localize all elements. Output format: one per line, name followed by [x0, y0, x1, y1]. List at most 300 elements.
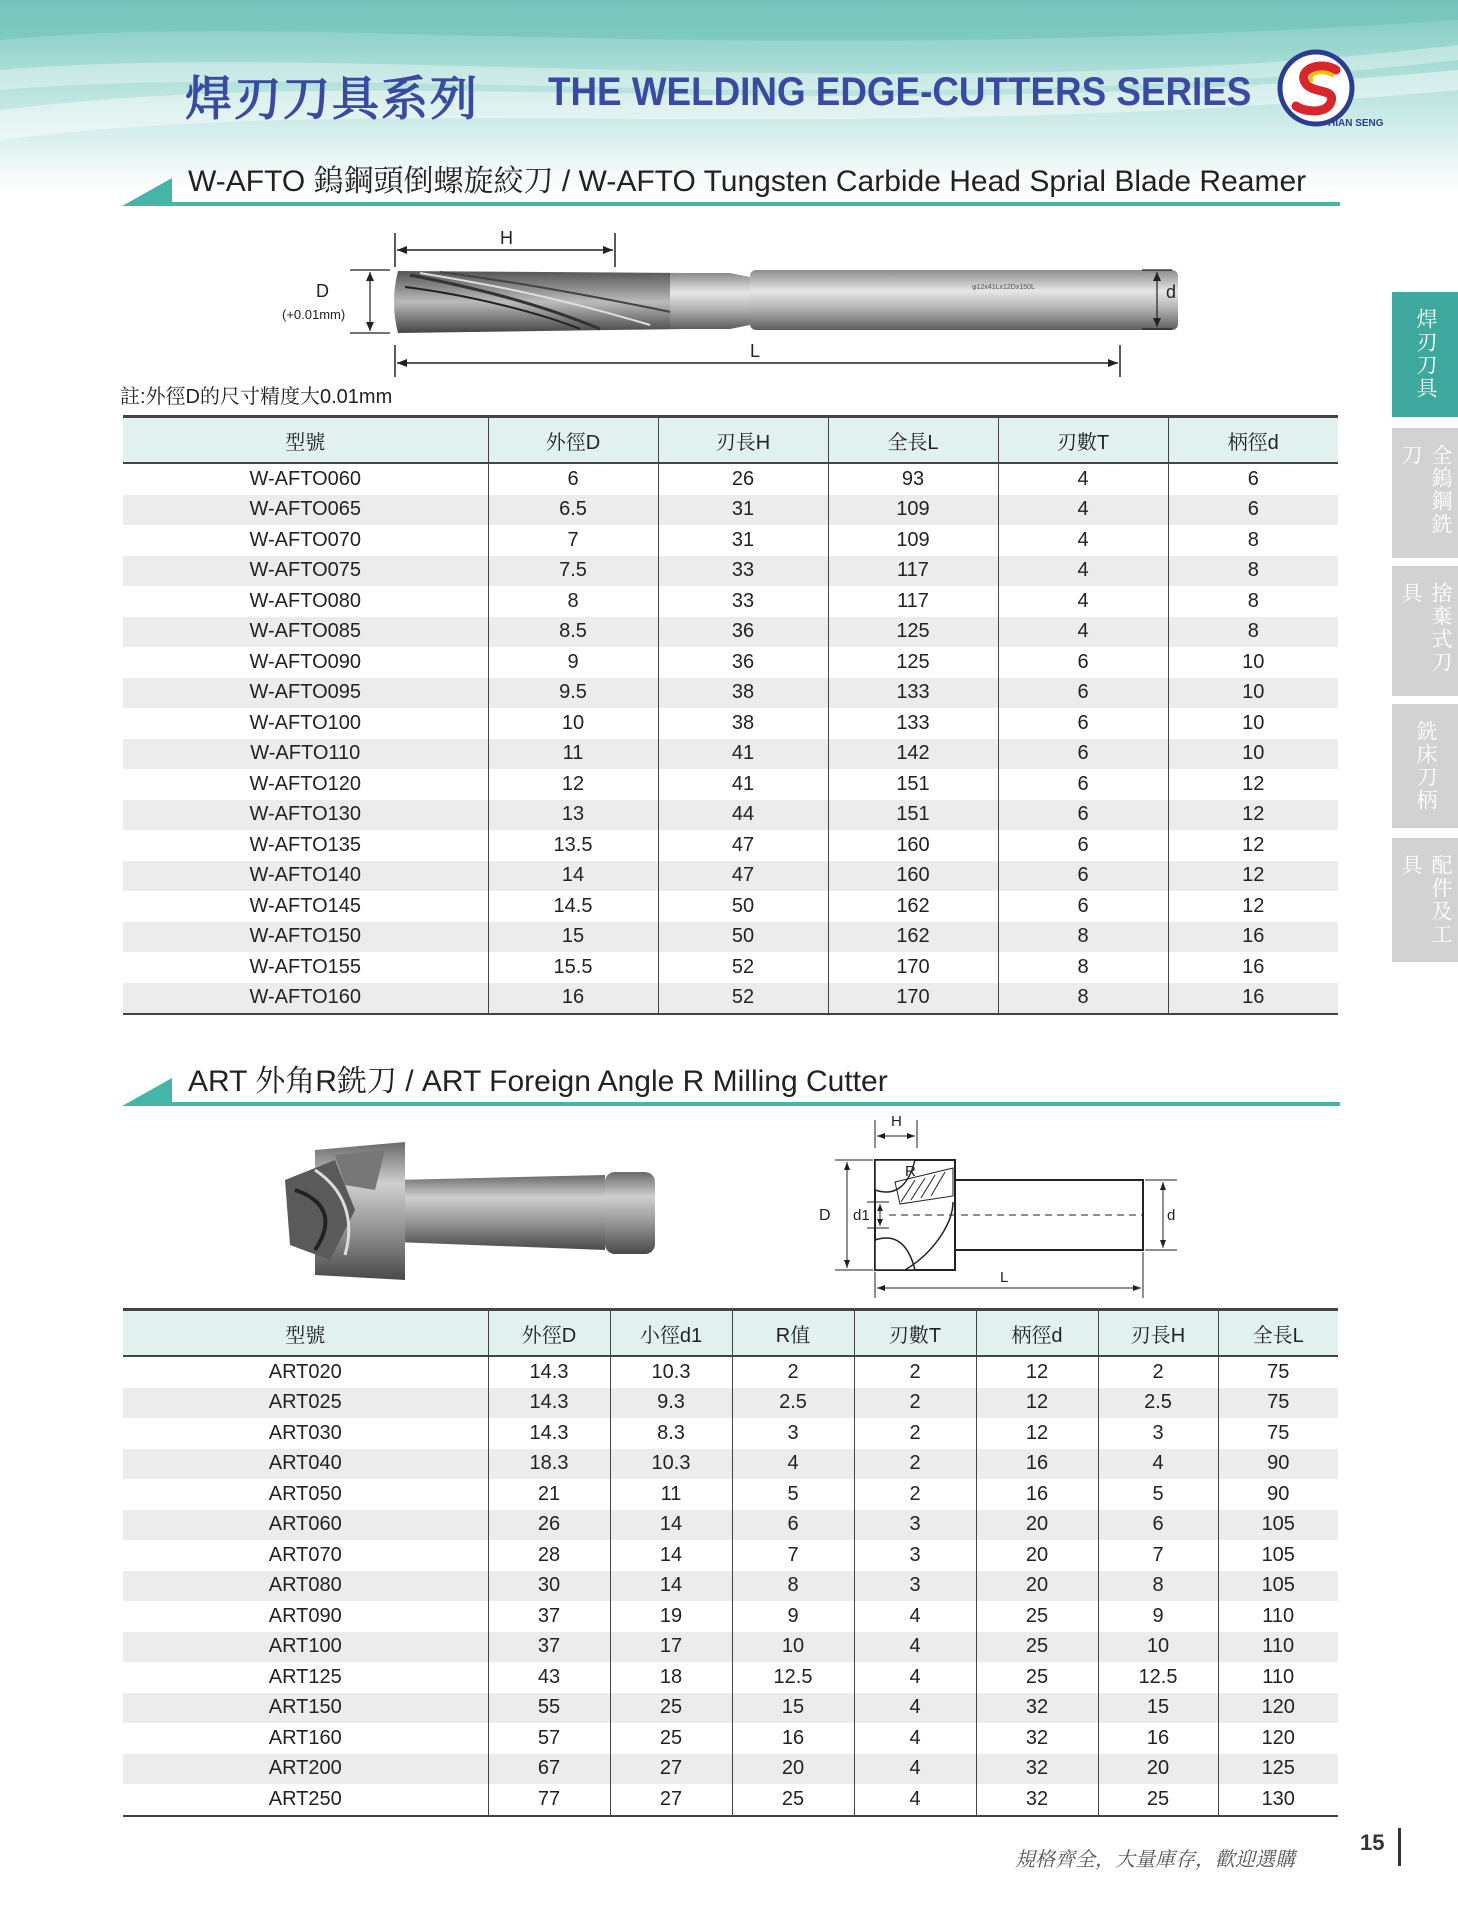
value-cell: 8 [1168, 617, 1338, 648]
value-cell: 9 [732, 1601, 854, 1632]
table-row [123, 739, 1338, 770]
value-cell: 117 [828, 556, 998, 587]
value-cell: 15 [488, 922, 658, 953]
dim-label-R: R [905, 1163, 916, 1180]
value-cell: 120 [1218, 1723, 1338, 1754]
value-cell: 4 [854, 1632, 976, 1663]
model-cell: W-AFTO140 [123, 861, 488, 892]
dim-label-d: d [1166, 282, 1177, 302]
value-cell: 10.3 [610, 1356, 732, 1388]
dim-label-L: L [750, 341, 761, 361]
value-cell: 25 [732, 1784, 854, 1816]
value-cell: 57 [488, 1723, 610, 1754]
value-cell: 36 [658, 647, 828, 678]
value-cell: 7 [488, 525, 658, 556]
model-cell: ART200 [123, 1754, 488, 1785]
value-cell: 50 [658, 922, 828, 953]
value-cell: 7 [732, 1540, 854, 1571]
table-row [123, 647, 1338, 678]
value-cell: 11 [488, 739, 658, 770]
table-row [123, 1356, 1338, 1388]
model-cell: ART060 [123, 1510, 488, 1541]
value-cell: 6.5 [488, 495, 658, 526]
value-cell: 2 [854, 1388, 976, 1419]
table-row [123, 1784, 1338, 1816]
value-cell: 6 [998, 769, 1168, 800]
column-header: 全長L [1218, 1310, 1338, 1357]
table-row [123, 556, 1338, 587]
model-cell: W-AFTO080 [249, 589, 361, 612]
value-cell: 14 [488, 861, 658, 892]
value-cell: 47 [658, 861, 828, 892]
value-cell: 10 [732, 1632, 854, 1663]
value-cell: 11 [610, 1479, 732, 1510]
value-cell: 151 [828, 800, 998, 831]
value-cell: 125 [828, 647, 998, 678]
side-tab-label: 全鎢鋼銑刀 [1399, 444, 1452, 536]
page-number: 15 [1360, 1830, 1385, 1855]
table-row [123, 1540, 1338, 1571]
table-row [123, 1418, 1338, 1449]
model-cell: ART030 [268, 1421, 342, 1444]
model-cell: ART070 [268, 1543, 342, 1566]
value-cell: 4 [854, 1784, 976, 1816]
value-cell: 16 [732, 1723, 854, 1754]
heading-underline [170, 202, 1340, 206]
value-cell: 14 [610, 1510, 732, 1541]
value-cell: 4 [1098, 1449, 1218, 1480]
value-cell: 130 [1218, 1784, 1338, 1816]
table-row [123, 525, 1338, 556]
value-cell: 10 [488, 708, 658, 739]
value-cell: 12 [1168, 830, 1338, 861]
table-row [123, 800, 1338, 831]
heading-triangle-icon [122, 1078, 172, 1106]
section-heading-text: W-AFTO 鎢鋼頭倒螺旋絞刀 / W-AFTO Tungsten Carbide Head Sprial Blade Reamer [188, 165, 1307, 198]
value-cell: 26 [488, 1510, 610, 1541]
value-cell: 31 [658, 525, 828, 556]
table-row [123, 769, 1338, 800]
value-cell: 20 [976, 1540, 1098, 1571]
value-cell: 16 [976, 1479, 1098, 1510]
table-row [123, 952, 1338, 983]
value-cell: 6 [998, 647, 1168, 678]
table-row [123, 1693, 1338, 1724]
value-cell: 6 [1168, 463, 1338, 495]
table-row [123, 1632, 1338, 1663]
value-cell: 75 [1218, 1418, 1338, 1449]
value-cell: 2.5 [732, 1388, 854, 1419]
value-cell: 21 [488, 1479, 610, 1510]
value-cell: 19 [610, 1601, 732, 1632]
model-cell: ART250 [123, 1784, 488, 1816]
value-cell: 25 [976, 1662, 1098, 1693]
value-cell: 37 [488, 1601, 610, 1632]
value-cell: 109 [828, 525, 998, 556]
value-cell: 6 [1098, 1510, 1218, 1541]
value-cell: 9 [1098, 1601, 1218, 1632]
model-cell: ART090 [268, 1604, 342, 1627]
column-header: 外徑D [488, 1310, 610, 1357]
value-cell: 6 [732, 1510, 854, 1541]
value-cell: 10 [1168, 647, 1338, 678]
value-cell: 4 [854, 1693, 976, 1724]
column-header: R值 [732, 1310, 854, 1357]
table-row [123, 463, 1338, 495]
value-cell: 16 [976, 1449, 1098, 1480]
value-cell: 18 [610, 1662, 732, 1693]
model-cell: W-AFTO095 [123, 678, 488, 709]
table-row [123, 495, 1338, 526]
tool-engraving: φ12x41Lx12Dx150L [972, 284, 1035, 291]
value-cell: 2 [854, 1418, 976, 1449]
table-row [123, 1754, 1338, 1785]
value-cell: 105 [1218, 1510, 1338, 1541]
value-cell: 52 [658, 952, 828, 983]
side-tab-label: 捨棄式刀具 [1399, 582, 1452, 674]
table-row [123, 678, 1338, 709]
table-row [123, 983, 1338, 1015]
table-row [123, 1662, 1338, 1693]
model-cell: W-AFTO090 [249, 650, 361, 673]
value-cell: 105 [1218, 1571, 1338, 1602]
table-row [123, 861, 1338, 892]
logo-text: HIAN SENG [1328, 118, 1384, 129]
value-cell: 14 [610, 1540, 732, 1571]
side-tab-indexable-tools[interactable] [1392, 566, 1458, 696]
value-cell: 4 [998, 556, 1168, 587]
value-cell: 17 [610, 1632, 732, 1663]
value-cell: 4 [854, 1723, 976, 1754]
value-cell: 2.5 [1098, 1388, 1218, 1419]
model-cell: W-AFTO070 [249, 528, 361, 551]
value-cell: 6 [488, 463, 658, 495]
value-cell: 90 [1218, 1449, 1338, 1480]
column-header: 型號 [123, 1310, 488, 1357]
value-cell: 12 [976, 1356, 1098, 1388]
value-cell: 4 [854, 1601, 976, 1632]
value-cell: 133 [828, 708, 998, 739]
value-cell: 16 [1168, 983, 1338, 1015]
page-number-divider [1398, 1828, 1401, 1866]
value-cell: 20 [976, 1571, 1098, 1602]
value-cell: 2 [732, 1356, 854, 1388]
section-heading-text: ART 外角R銑刀 / ART Foreign Angle R Milling Cutter [188, 1065, 888, 1098]
dim-label-H: H [500, 228, 513, 248]
page-title-en: THE WELDING EDGE-CUTTERS SERIES [548, 70, 1252, 114]
table-row [123, 1571, 1338, 1602]
value-cell: 36 [658, 617, 828, 648]
value-cell: 8 [1168, 586, 1338, 617]
page-title-cn: 焊刃刀具系列 [185, 72, 479, 125]
model-cell: W-AFTO160 [123, 983, 488, 1015]
value-cell: 25 [1098, 1784, 1218, 1816]
art-cutter-diagram [805, 1112, 1185, 1302]
value-cell: 142 [828, 739, 998, 770]
value-cell: 10.3 [610, 1449, 732, 1480]
value-cell: 6 [1168, 495, 1338, 526]
value-cell: 25 [976, 1632, 1098, 1663]
value-cell: 2 [854, 1479, 976, 1510]
value-cell: 8 [1168, 525, 1338, 556]
value-cell: 125 [828, 617, 998, 648]
value-cell: 27 [610, 1754, 732, 1785]
table-row [123, 708, 1338, 739]
table-row [123, 922, 1338, 953]
value-cell: 12 [976, 1388, 1098, 1419]
heading-underline [170, 1102, 1340, 1106]
value-cell: 125 [1218, 1754, 1338, 1785]
value-cell: 38 [658, 678, 828, 709]
table-row [123, 1723, 1338, 1754]
value-cell: 10 [1098, 1632, 1218, 1663]
model-cell: W-AFTO135 [249, 833, 361, 856]
column-header: 外徑D [488, 417, 658, 464]
value-cell: 160 [828, 830, 998, 861]
table-row [123, 830, 1338, 861]
value-cell: 8.3 [610, 1418, 732, 1449]
value-cell: 12 [1168, 800, 1338, 831]
value-cell: 14.5 [488, 891, 658, 922]
value-cell: 77 [488, 1784, 610, 1816]
value-cell: 25 [610, 1723, 732, 1754]
value-cell: 7.5 [488, 556, 658, 587]
side-tab-carbide-milling[interactable] [1392, 428, 1458, 558]
value-cell: 41 [658, 739, 828, 770]
precision-note: 註:外徑D的尺寸精度大0.01mm [120, 386, 393, 408]
value-cell: 93 [828, 463, 998, 495]
model-cell: ART150 [123, 1693, 488, 1724]
value-cell: 2 [1098, 1356, 1218, 1388]
table-row [123, 586, 1338, 617]
value-cell: 4 [732, 1449, 854, 1480]
value-cell: 4 [998, 617, 1168, 648]
table-row [123, 1388, 1338, 1419]
value-cell: 5 [1098, 1479, 1218, 1510]
table-row [123, 1479, 1338, 1510]
value-cell: 31 [658, 495, 828, 526]
value-cell: 133 [828, 678, 998, 709]
value-cell: 110 [1218, 1662, 1338, 1693]
value-cell: 3 [854, 1540, 976, 1571]
side-tab-label: 焊刃刀具 [1414, 308, 1437, 400]
value-cell: 90 [1218, 1479, 1338, 1510]
column-header: 刃長H [658, 417, 828, 464]
dim-label-H: H [891, 1113, 902, 1130]
column-header: 小徑d1 [610, 1310, 732, 1357]
column-header: 柄徑d [976, 1310, 1098, 1357]
value-cell: 6 [998, 861, 1168, 892]
value-cell: 4 [998, 463, 1168, 495]
section-heading-w-afto [120, 152, 1340, 206]
value-cell: 4 [998, 495, 1168, 526]
value-cell: 12 [488, 769, 658, 800]
footer-slogan: 規格齊全，大量庫存，歡迎選購 [1015, 1849, 1295, 1871]
table-row [123, 1601, 1338, 1632]
value-cell: 12 [976, 1418, 1098, 1449]
model-cell: W-AFTO085 [123, 617, 488, 648]
column-header: 刃數T [854, 1310, 976, 1357]
model-cell: W-AFTO155 [249, 955, 361, 978]
value-cell: 3 [732, 1418, 854, 1449]
value-cell: 3 [1098, 1418, 1218, 1449]
model-cell: W-AFTO100 [249, 711, 361, 734]
value-cell: 170 [828, 983, 998, 1015]
value-cell: 8 [998, 983, 1168, 1015]
section-heading-art [120, 1052, 1340, 1106]
column-header: 刃數T [998, 417, 1168, 464]
value-cell: 15.5 [488, 952, 658, 983]
value-cell: 12.5 [1098, 1662, 1218, 1693]
value-cell: 105 [1218, 1540, 1338, 1571]
value-cell: 18.3 [488, 1449, 610, 1480]
value-cell: 6 [998, 678, 1168, 709]
heading-triangle-icon [122, 178, 172, 206]
value-cell: 8 [998, 952, 1168, 983]
value-cell: 12.5 [732, 1662, 854, 1693]
value-cell: 25 [976, 1601, 1098, 1632]
model-cell: W-AFTO060 [249, 467, 361, 490]
value-cell: 55 [488, 1693, 610, 1724]
model-cell: W-AFTO120 [249, 772, 361, 795]
model-cell: ART125 [268, 1665, 342, 1688]
value-cell: 10 [1168, 739, 1338, 770]
value-cell: 38 [658, 708, 828, 739]
value-cell: 8 [488, 586, 658, 617]
dim-label-L: L [1000, 1269, 1009, 1286]
dim-label-D-tolerance: (+0.01mm) [282, 307, 346, 322]
model-cell: ART050 [268, 1482, 342, 1505]
value-cell: 109 [828, 495, 998, 526]
side-tab-accessories[interactable] [1392, 838, 1458, 962]
value-cell: 160 [828, 861, 998, 892]
model-cell: W-AFTO145 [249, 894, 361, 917]
table-row [123, 891, 1338, 922]
value-cell: 75 [1218, 1356, 1338, 1388]
dim-label-D: D [316, 281, 329, 301]
table-row [123, 1449, 1338, 1480]
value-cell: 4 [998, 586, 1168, 617]
value-cell: 120 [1218, 1693, 1338, 1724]
column-header: 刃長H [1098, 1310, 1218, 1357]
side-tab-label: 配件及工具 [1399, 854, 1452, 946]
value-cell: 8 [1168, 556, 1338, 587]
value-cell: 151 [828, 769, 998, 800]
model-cell: ART025 [123, 1388, 488, 1419]
value-cell: 9.5 [488, 678, 658, 709]
model-cell: ART100 [123, 1632, 488, 1663]
value-cell: 3 [854, 1571, 976, 1602]
value-cell: 14 [610, 1571, 732, 1602]
model-cell: W-AFTO065 [123, 495, 488, 526]
value-cell: 5 [732, 1479, 854, 1510]
value-cell: 8 [1098, 1571, 1218, 1602]
value-cell: 15 [1098, 1693, 1218, 1724]
value-cell: 43 [488, 1662, 610, 1693]
value-cell: 162 [828, 891, 998, 922]
value-cell: 6 [998, 708, 1168, 739]
value-cell: 10 [1168, 708, 1338, 739]
value-cell: 110 [1218, 1632, 1338, 1663]
value-cell: 16 [1168, 952, 1338, 983]
model-cell: ART020 [268, 1360, 342, 1383]
value-cell: 14.3 [488, 1418, 610, 1449]
side-tab-tool-holders[interactable] [1392, 704, 1458, 828]
value-cell: 14.3 [488, 1356, 610, 1388]
value-cell: 6 [998, 830, 1168, 861]
column-header: 型號 [123, 417, 488, 464]
value-cell: 52 [658, 983, 828, 1015]
w-afto-spec-table [123, 415, 1338, 1015]
value-cell: 6 [998, 891, 1168, 922]
model-cell: ART160 [268, 1726, 342, 1749]
column-header: 柄徑d [1168, 417, 1338, 464]
dim-label-D: D [819, 1207, 831, 1224]
value-cell: 117 [828, 586, 998, 617]
value-cell: 9 [488, 647, 658, 678]
value-cell: 27 [610, 1784, 732, 1816]
value-cell: 28 [488, 1540, 610, 1571]
value-cell: 8.5 [488, 617, 658, 648]
value-cell: 6 [998, 800, 1168, 831]
model-cell: W-AFTO130 [123, 800, 488, 831]
table-row [123, 617, 1338, 648]
value-cell: 6 [998, 739, 1168, 770]
table-row [123, 1510, 1338, 1541]
value-cell: 50 [658, 891, 828, 922]
value-cell: 3 [854, 1510, 976, 1541]
value-cell: 4 [854, 1662, 976, 1693]
value-cell: 25 [610, 1693, 732, 1724]
value-cell: 14.3 [488, 1388, 610, 1419]
value-cell: 8 [732, 1571, 854, 1602]
value-cell: 4 [854, 1754, 976, 1785]
company-logo [1268, 48, 1384, 130]
dim-label-d: d [1167, 1207, 1176, 1224]
value-cell: 26 [658, 463, 828, 495]
value-cell: 33 [658, 586, 828, 617]
value-cell: 110 [1218, 1601, 1338, 1632]
value-cell: 32 [976, 1723, 1098, 1754]
model-cell: W-AFTO110 [123, 739, 488, 770]
value-cell: 15 [732, 1693, 854, 1724]
value-cell: 10 [1168, 678, 1338, 709]
value-cell: 20 [976, 1510, 1098, 1541]
value-cell: 12 [1168, 861, 1338, 892]
value-cell: 7 [1098, 1540, 1218, 1571]
model-cell: ART040 [123, 1449, 488, 1480]
value-cell: 12 [1168, 891, 1338, 922]
value-cell: 13 [488, 800, 658, 831]
value-cell: 20 [732, 1754, 854, 1785]
value-cell: 47 [658, 830, 828, 861]
value-cell: 67 [488, 1754, 610, 1785]
model-cell: ART080 [123, 1571, 488, 1602]
value-cell: 20 [1098, 1754, 1218, 1785]
value-cell: 41 [658, 769, 828, 800]
value-cell: 4 [998, 525, 1168, 556]
value-cell: 2 [854, 1449, 976, 1480]
reamer-diagram [270, 225, 1200, 375]
side-tab-welding-tools[interactable] [1392, 292, 1458, 417]
value-cell: 13.5 [488, 830, 658, 861]
side-tab-label: 銑床刀柄 [1414, 720, 1437, 812]
dim-label-d1: d1 [853, 1207, 870, 1224]
value-cell: 16 [1098, 1723, 1218, 1754]
value-cell: 44 [658, 800, 828, 831]
value-cell: 16 [488, 983, 658, 1015]
art-cutter-photo [275, 1130, 675, 1290]
